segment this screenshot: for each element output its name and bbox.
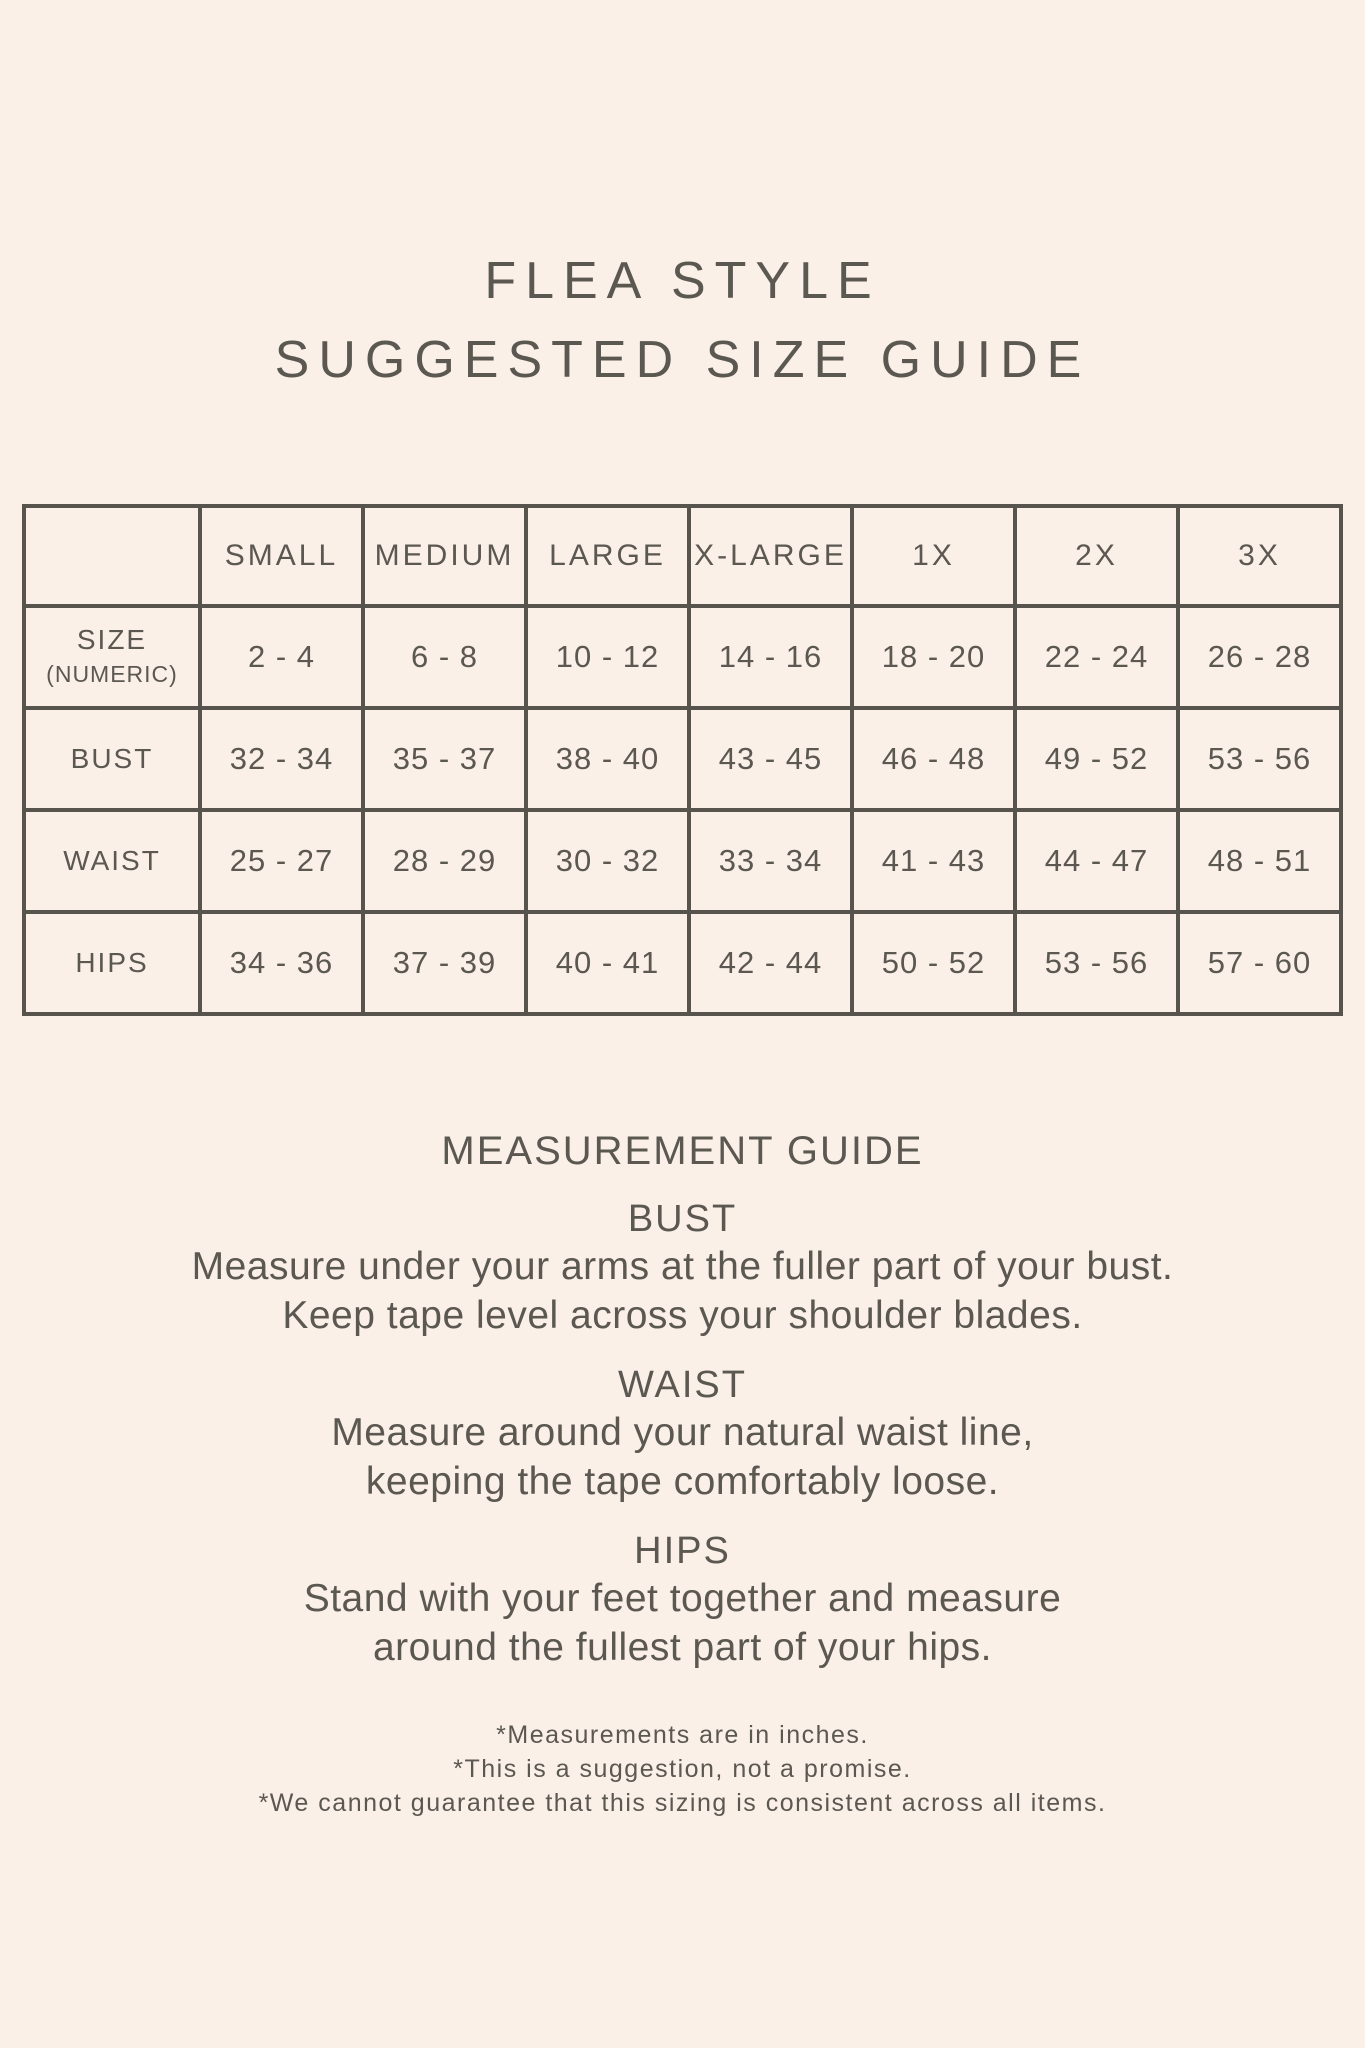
guide-section-hips-line1: Stand with your feet together and measure [303,1577,1062,1620]
column-header-3x: 3X [1178,506,1341,606]
row-label-waist: WAIST [24,810,200,912]
row-label-bust: BUST [24,708,200,810]
column-header-small: SMALL [200,506,363,606]
measurement-guide [0,1128,1365,1672]
table-row-size-numeric [24,606,1341,708]
guide-section-waist-line1: Measure around your natural waist line, [331,1411,1034,1454]
table-cell: 28 - 29 [363,810,526,912]
table-row-hips [24,912,1341,1014]
table-cell: 43 - 45 [689,708,852,810]
guide-section-waist-line2: keeping the tape comfortably loose. [365,1460,1000,1503]
table-row-waist [24,810,1341,912]
guide-section-hips-heading: HIPS [634,1530,731,1572]
table-cell: 53 - 56 [1178,708,1341,810]
footnote-inches: *Measurements are in inches. [496,1721,869,1749]
table-cell: 40 - 41 [526,912,689,1014]
table-cell: 44 - 47 [1015,810,1178,912]
row-label-size-sublabel: (NUMERIC) [46,661,178,687]
guide-section-waist-heading: WAIST [618,1364,747,1406]
table-cell: 33 - 34 [689,810,852,912]
guide-section-bust [0,1196,1365,1340]
guide-section-bust-line2: Keep tape level across your shoulder blades. [282,1294,1083,1337]
table-cell: 22 - 24 [1015,606,1178,708]
table-cell: 25 - 27 [200,810,363,912]
column-header-xlarge: X-LARGE [689,506,852,606]
table-cell: 50 - 52 [852,912,1015,1014]
table-cell: 6 - 8 [363,606,526,708]
table-cell: 53 - 56 [1015,912,1178,1014]
table-cell: 41 - 43 [852,810,1015,912]
page-title [0,0,1365,400]
table-cell: 14 - 16 [689,606,852,708]
column-header-medium: MEDIUM [363,506,526,606]
table-cell: 30 - 32 [526,810,689,912]
page-title-line1: FLEA STYLE [484,252,881,310]
footnotes [0,1718,1365,1820]
guide-section-waist [0,1362,1365,1506]
table-cell: 32 - 34 [200,708,363,810]
size-table [22,504,1343,1016]
table-cell: 2 - 4 [200,606,363,708]
guide-section-bust-heading: BUST [627,1198,738,1240]
guide-section-hips-line2: around the fullest part of your hips. [372,1626,993,1669]
table-cell: 42 - 44 [689,912,852,1014]
page-title-line2: SUGGESTED SIZE GUIDE [274,331,1091,389]
table-header-row [24,506,1341,606]
table-row-bust [24,708,1341,810]
table-cell: 18 - 20 [852,606,1015,708]
footnote-suggestion: *This is a suggestion, not a promise. [453,1755,912,1783]
table-cell: 38 - 40 [526,708,689,810]
row-label-size-main: SIZE [76,624,148,655]
column-header-2x: 2X [1015,506,1178,606]
table-cell: 26 - 28 [1178,606,1341,708]
row-label-hips: HIPS [24,912,200,1014]
table-cell: 34 - 36 [200,912,363,1014]
table-cell: 35 - 37 [363,708,526,810]
footnote-consistency: *We cannot guarantee that this sizing is consistent across all items. [258,1789,1107,1817]
table-cell: 46 - 48 [852,708,1015,810]
row-label-size [24,606,200,708]
table-cell: 48 - 51 [1178,810,1341,912]
table-cell: 10 - 12 [526,606,689,708]
column-header-large: LARGE [526,506,689,606]
column-header-blank [24,506,200,606]
guide-section-hips [0,1528,1365,1672]
measurement-guide-heading: MEASUREMENT GUIDE [441,1129,924,1173]
guide-section-bust-line1: Measure under your arms at the fuller part of your bust. [191,1245,1174,1288]
column-header-1x: 1X [852,506,1015,606]
table-cell: 57 - 60 [1178,912,1341,1014]
table-cell: 37 - 39 [363,912,526,1014]
table-cell: 49 - 52 [1015,708,1178,810]
